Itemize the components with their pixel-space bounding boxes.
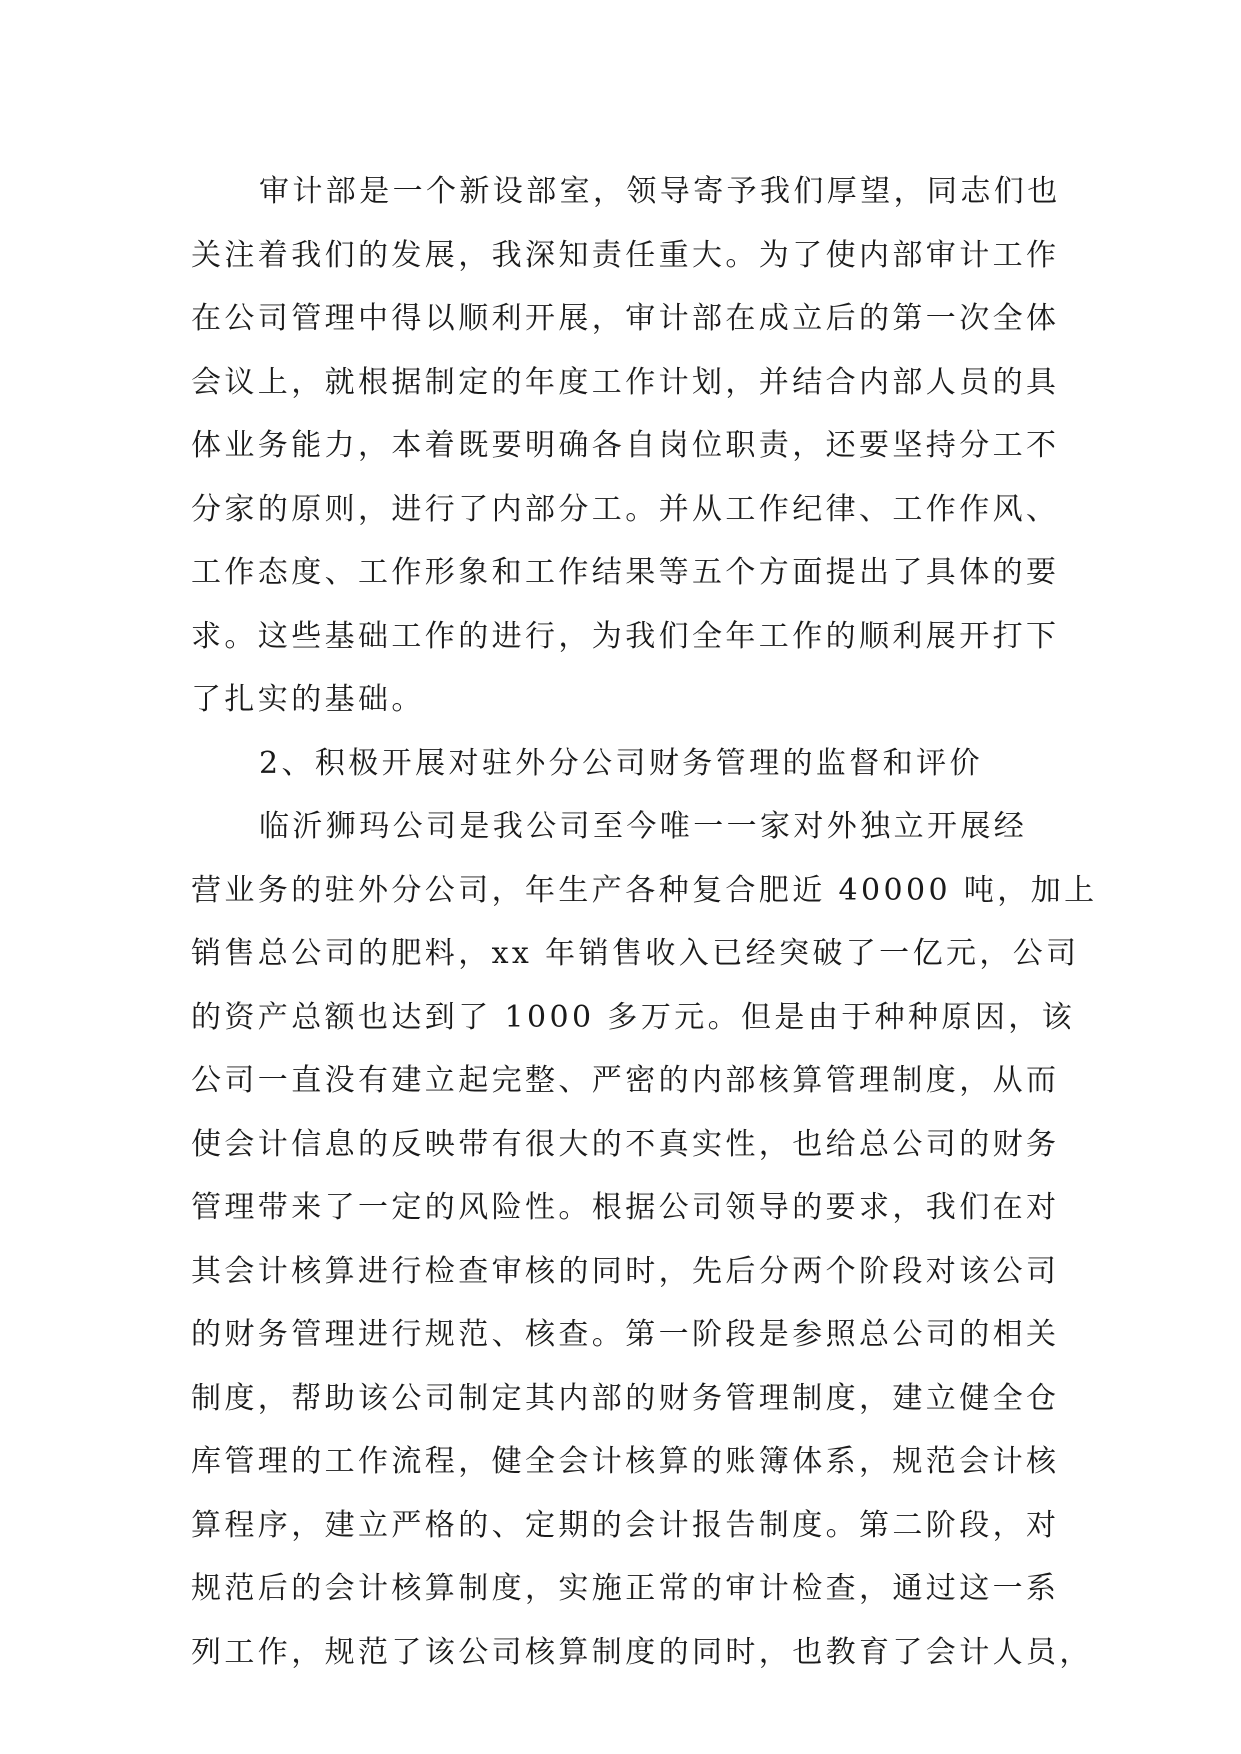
paragraph-line: 了扎实的基础。 xyxy=(191,682,425,717)
paragraph-line: 关注着我们的发展，我深知责任重大。为了使内部审计工作 xyxy=(191,237,1060,273)
paragraph-line: 的财务管理进行规范、核查。第一阶段是参照总公司的相关 xyxy=(191,1317,1060,1352)
paragraph-line: 工作态度、工作形象和工作结果等五个方面提出了具体的要 xyxy=(191,555,1060,590)
paragraph-line: 营业务的驻外分公司，年生产各种复合肥近 40000 吨，加上 xyxy=(191,872,1098,908)
paragraph-line: 库管理的工作流程，健全会计核算的账簿体系，规范会计核 xyxy=(191,1444,1060,1479)
document-body xyxy=(191,160,1098,1684)
paragraph-line: 分家的原则，进行了内部分工。并从工作纪律、工作作风、 xyxy=(191,491,1060,527)
paragraph-line: 体业务能力，本着既要明确各自岗位职责，还要坚持分工不 xyxy=(191,428,1060,463)
paragraph-line: 其会计核算进行检查审核的同时，先后分两个阶段对该公司 xyxy=(191,1253,1060,1289)
paragraph-line: 规范后的会计核算制度，实施正常的审计检查，通过这一系 xyxy=(191,1571,1060,1606)
paragraph-line: 在公司管理中得以顺利开展，审计部在成立后的第一次全体 xyxy=(191,301,1060,336)
paragraph-line: 销售总公司的肥料，xx 年销售收入已经突破了一亿元，公司 xyxy=(191,936,1080,971)
paragraph-line: 算程序，建立严格的、定期的会计报告制度。第二阶段，对 xyxy=(191,1507,1060,1543)
paragraph-line: 求。这些基础工作的进行，为我们全年工作的顺利展开打下 xyxy=(191,618,1060,654)
paragraph-line: 的资产总额也达到了 1000 多万元。但是由于种种原因，该 xyxy=(191,999,1076,1035)
paragraph-line: 使会计信息的反映带有很大的不真实性，也给总公司的财务 xyxy=(191,1126,1060,1162)
paragraph-line: 管理带来了一定的风险性。根据公司领导的要求，我们在对 xyxy=(191,1190,1060,1225)
paragraph-line: 会议上，就根据制定的年度工作计划，并结合内部人员的具 xyxy=(191,364,1060,400)
paragraph-line: 制度，帮助该公司制定其内部的财务管理制度，建立健全仓 xyxy=(191,1380,1060,1416)
section-heading: 2、积极开展对驻外分公司财务管理的监督和评价 xyxy=(259,745,983,781)
paragraph-line: 临沂狮玛公司是我公司至今唯一一家对外独立开展经 xyxy=(259,809,1028,844)
paragraph-line: 公司一直没有建立起完整、严密的内部核算管理制度，从而 xyxy=(191,1063,1060,1098)
paragraph-line: 列工作，规范了该公司核算制度的同时，也教育了会计人员， xyxy=(191,1634,1093,1670)
paragraph-line: 审计部是一个新设部室，领导寄予我们厚望，同志们也 xyxy=(259,174,1061,209)
